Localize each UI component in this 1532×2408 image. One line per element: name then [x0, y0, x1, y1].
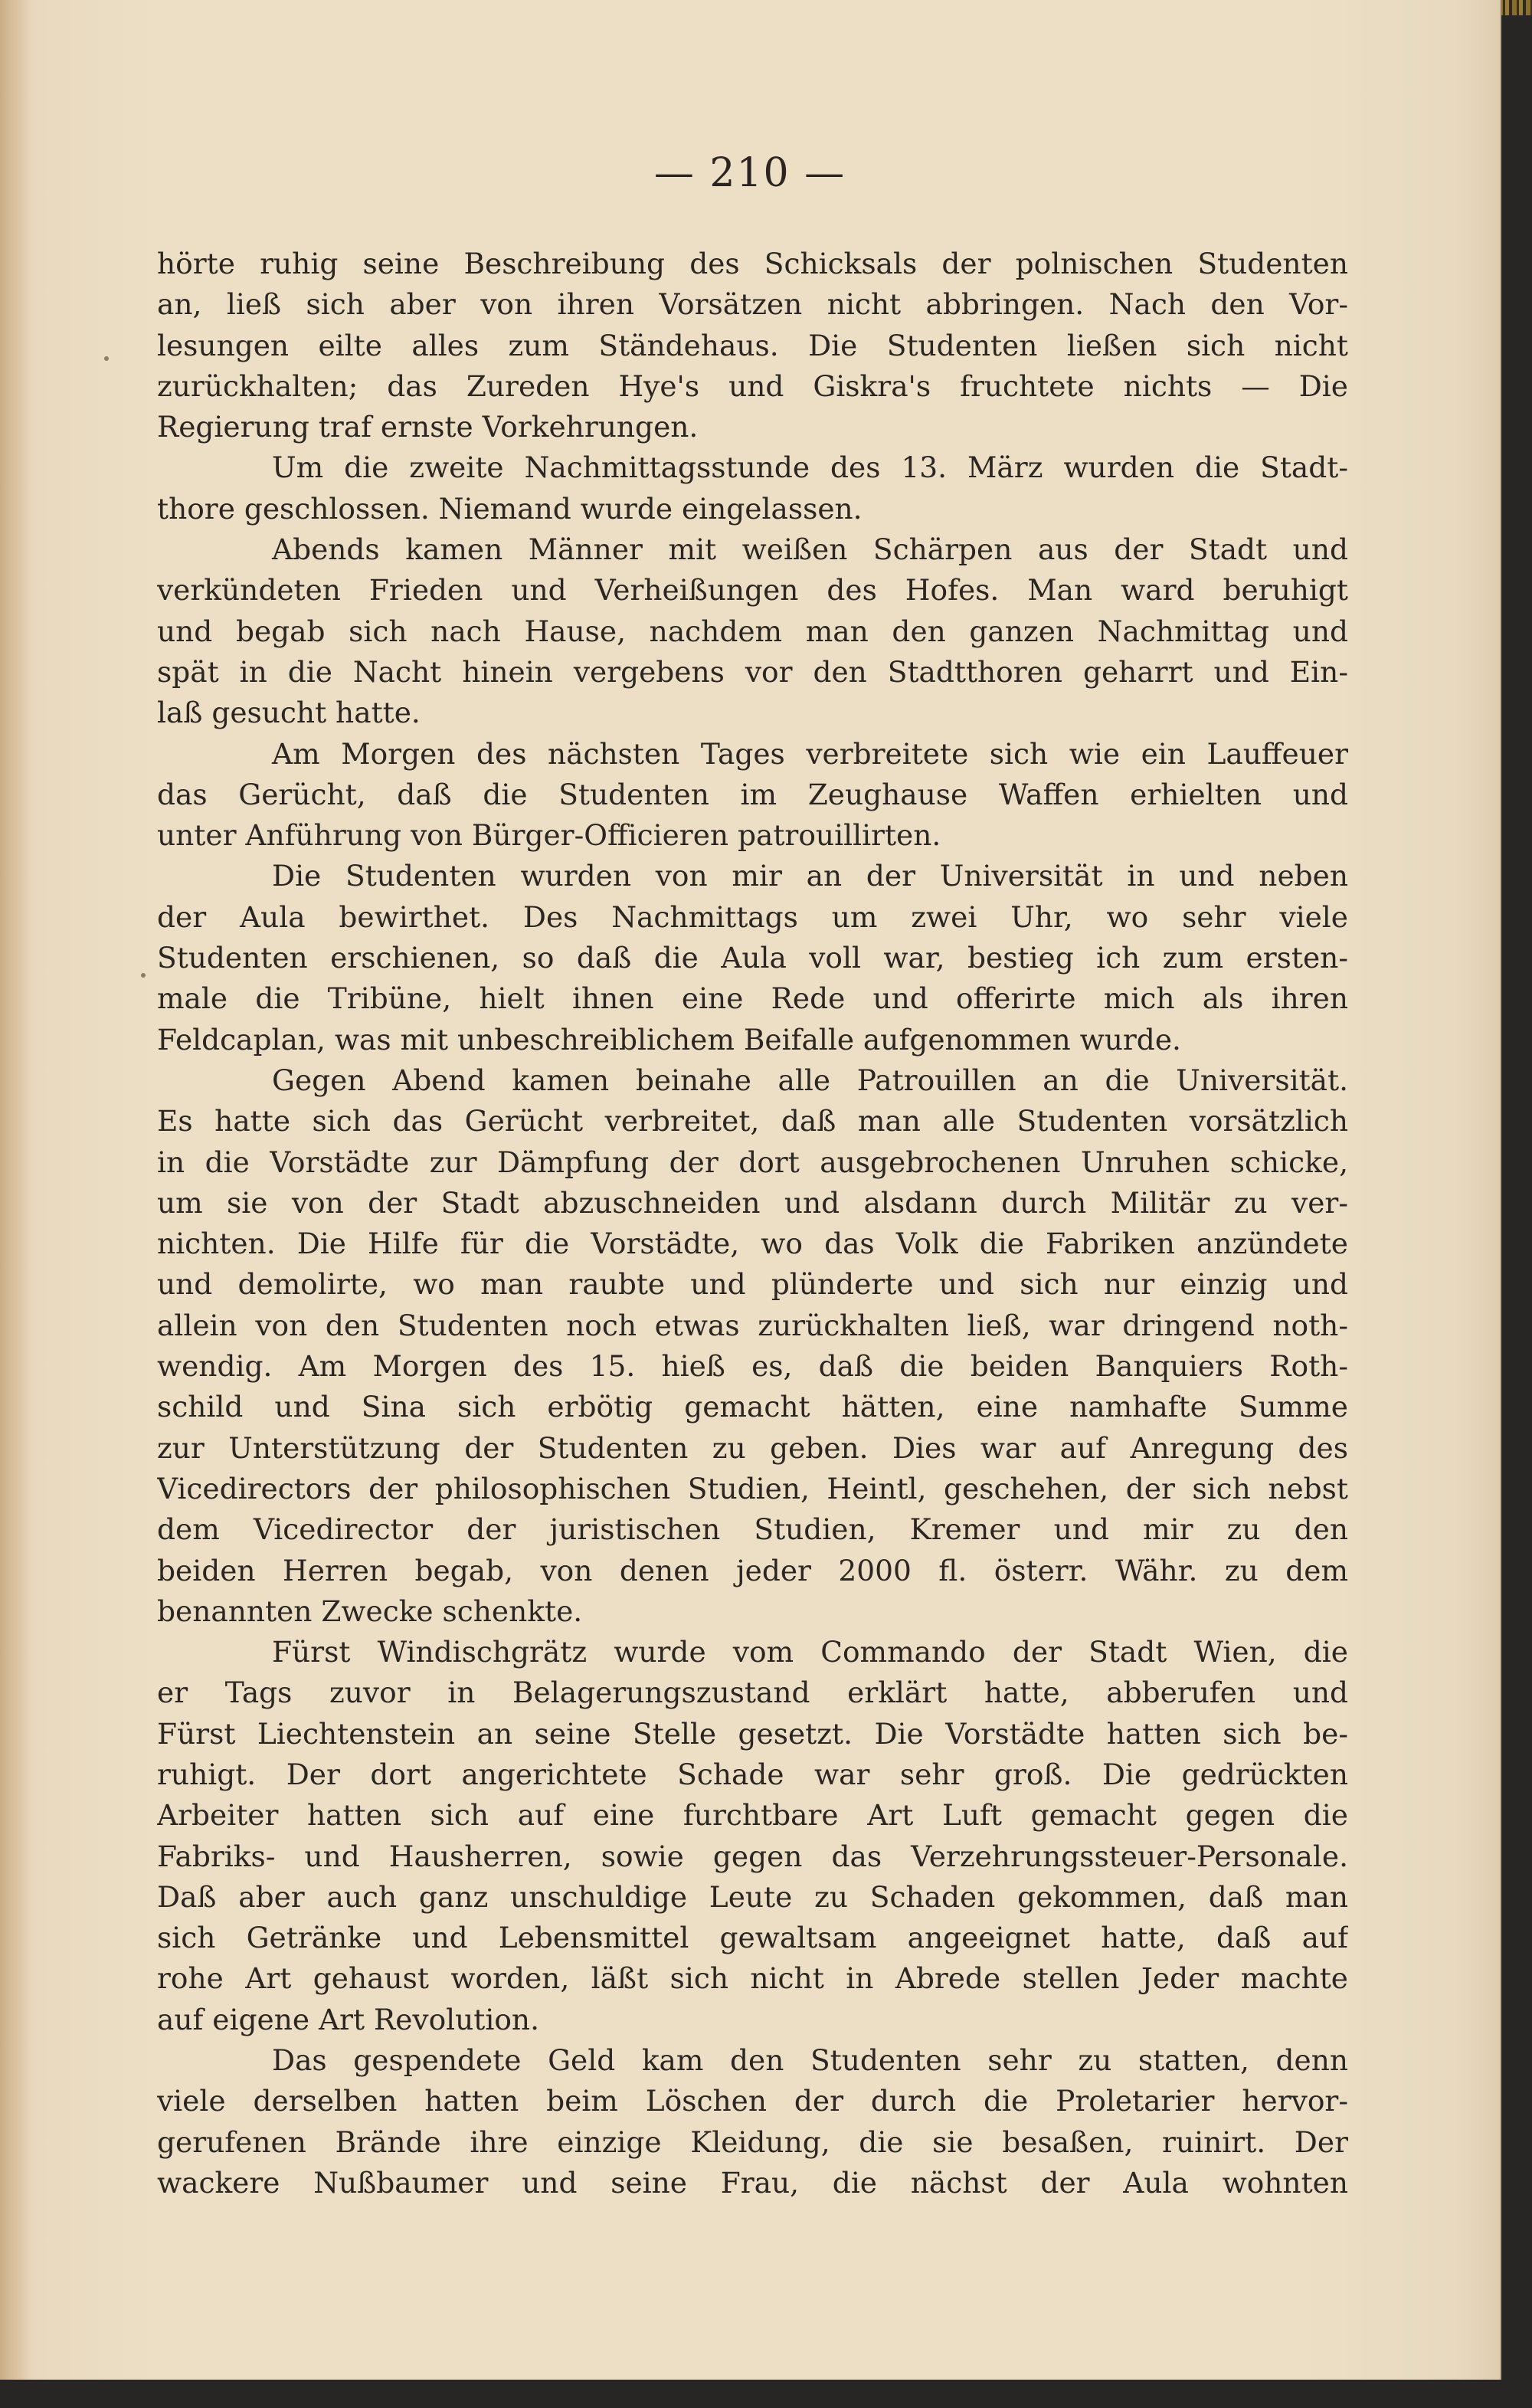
text-line: an, ließ sich aber von ihren Vorsätzen nicht abbringen. Nach den Vor-: [157, 287, 1348, 322]
text-line: spät in die Nacht hinein vergebens vor den Stadtthoren geharrt und Ein-: [157, 654, 1348, 689]
paragraph: [157, 447, 1348, 529]
paragraph: [157, 529, 1348, 733]
text-line: er Tags zuvor in Belagerungszustand erklärt hatte, abberufen und: [157, 1676, 1348, 1710]
text-line: ruhigt. Der dort angerichtete Schade war sehr groß. Die gedrückten: [157, 1757, 1348, 1791]
body-text: [157, 244, 1348, 2203]
text-line: um sie von der Stadt abzuschneiden und alsdann durch Militär zu ver-: [157, 1185, 1348, 1220]
text-line: unter Anführung von Bürger-Officieren patrouillirten.: [157, 818, 941, 853]
paper-speck: [104, 356, 109, 361]
text-line: laß gesucht hatte.: [157, 696, 421, 730]
text-line: nichten. Die Hilfe für die Vorstädte, wo das Volk die Fabriken anzündete: [157, 1227, 1348, 1261]
text-line: benannten Zwecke schenkte.: [157, 1594, 583, 1628]
text-line: und demolirte, wo man raubte und plünderte und sich nur einzig und: [157, 1267, 1348, 1302]
text-line: Feldcaplan, was mit unbeschreiblichem Beifalle aufgenommen wurde.: [157, 1022, 1181, 1057]
text-line: zur Unterstützung der Studenten zu geben. Dies war auf Anregung des: [157, 1430, 1348, 1465]
text-line: sich Getränke und Lebensmittel gewaltsam angeeignet hatte, daß auf: [157, 1921, 1348, 1955]
page-number: — 210 —: [653, 150, 846, 196]
text-line: Regierung traf ernste Vorkehrungen.: [157, 410, 699, 444]
paragraph: [157, 856, 1348, 1060]
text-line: Am Morgen des nächsten Tages verbreitete sich wie ein Lauffeuer: [272, 736, 1348, 771]
paper-speck: [141, 973, 146, 978]
text-line: beiden Herren begab, von denen jeder 2000 fl. österr. Währ. zu dem: [157, 1553, 1348, 1587]
text-line: lesungen eilte alles zum Ständehaus. Die Studenten ließen sich nicht: [157, 328, 1348, 362]
text-line: male die Tribüne, hielt ihnen eine Rede und offerirte mich als ihren: [157, 981, 1348, 1016]
paragraph: [157, 734, 1348, 857]
text-line: der Aula bewirthet. Des Nachmittags um zwei Uhr, wo sehr viele: [157, 899, 1348, 934]
text-line: wackere Nußbaumer und seine Frau, die nächst der Aula wohnten: [157, 2165, 1348, 2200]
text-line: Daß aber auch ganz unschuldige Leute zu Schaden gekommen, daß man: [157, 1879, 1348, 1914]
text-line: Fürst Liechtenstein an seine Stelle gesetzt. Die Vorstädte hatten sich be-: [157, 1716, 1348, 1751]
text-line: Um die zweite Nachmittagsstunde des 13. März wurden die Stadt-: [272, 450, 1348, 485]
text-line: Die Studenten wurden von mir an der Universität in und neben: [272, 859, 1348, 893]
text-line: schild und Sina sich erbötig gemacht hätten, eine namhafte Summe: [157, 1390, 1348, 1424]
text-line: Fürst Windischgrätz wurde vom Commando der Stadt Wien, die: [272, 1635, 1348, 1669]
paragraph: [157, 1060, 1348, 1632]
text-line: verkündeten Frieden und Verheißungen des Hofes. Man ward beruhigt: [157, 573, 1348, 608]
text-line: allein von den Studenten noch etwas zurückhalten ließ, war dringend noth-: [157, 1308, 1348, 1342]
text-line: thore geschlossen. Niemand wurde eingelassen.: [157, 491, 863, 526]
text-line: Studenten erschienen, so daß die Aula voll war, bestieg ich zum ersten-: [157, 941, 1348, 975]
paragraph: [157, 1632, 1348, 2040]
text-line: das Gerücht, daß die Studenten im Zeughause Waffen erhielten und: [157, 777, 1348, 811]
text-line: rohe Art gehaust worden, läßt sich nicht in Abrede stellen Jeder machte: [157, 1961, 1348, 1996]
paragraph: [157, 244, 1348, 447]
text-line: Gegen Abend kamen beinahe alle Patrouillen an die Universität.: [272, 1063, 1348, 1097]
page-gutter: [0, 0, 29, 2380]
text-line: gerufenen Brände ihre einzige Kleidung, die sie besaßen, ruinirt. Der: [157, 2125, 1348, 2159]
text-line: wendig. Am Morgen des 15. hieß es, daß die beiden Banquiers Roth-: [157, 1349, 1348, 1384]
text-line: Arbeiter hatten sich auf eine furchtbare Art Luft gemacht gegen die: [157, 1798, 1348, 1833]
text-line: Es hatte sich das Gerücht verbreitet, daß man alle Studenten vorsätzlich: [157, 1104, 1348, 1138]
text-line: dem Vicedirector der juristischen Studien, Kremer und mir zu den: [157, 1512, 1348, 1547]
text-line: auf eigene Art Revolution.: [157, 2002, 539, 2036]
text-line: in die Vorstädte zur Dämpfung der dort ausgebrochenen Unruhen schicke,: [157, 1145, 1348, 1179]
text-line: Abends kamen Männer mit weißen Schärpen aus der Stadt und: [272, 532, 1348, 567]
text-line: Das gespendete Geld kam den Studenten sehr zu statten, denn: [272, 2043, 1348, 2078]
text-line: und begab sich nach Hause, nachdem man den ganzen Nachmittag und: [157, 614, 1348, 648]
text-line: zurückhalten; das Zureden Hye's und Giskra's fruchtete nichts — Die: [157, 369, 1348, 403]
text-line: viele derselben hatten beim Löschen der durch die Proletarier hervor-: [157, 2084, 1348, 2118]
text-line: Vicedirectors der philosophischen Studien, Heintl, geschehen, der sich nebst: [157, 1471, 1348, 1505]
paragraph: [157, 2040, 1348, 2203]
text-line: hörte ruhig seine Beschreibung des Schicksals der polnischen Studenten: [157, 247, 1348, 280]
text-line: Fabriks- und Hausherren, sowie gegen das Verzehrungssteuer-Personale.: [157, 1839, 1348, 1873]
